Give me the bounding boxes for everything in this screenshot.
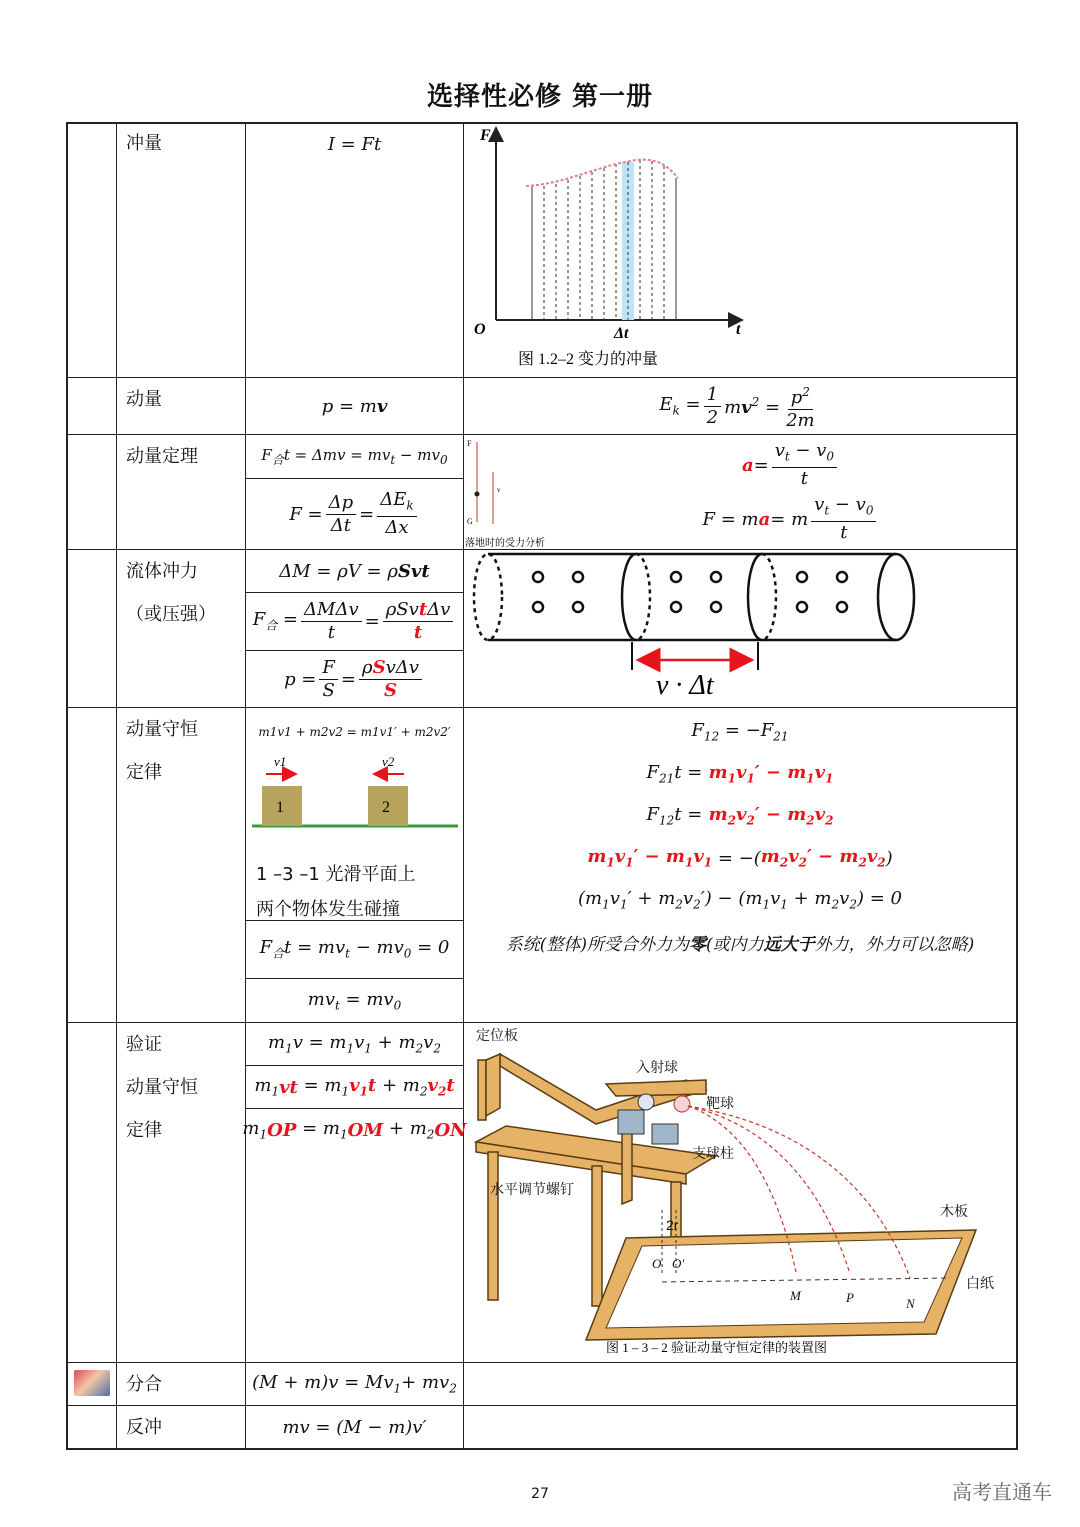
fig-screw-label: 水平调节螺钉 xyxy=(490,1181,574,1197)
formula-newton: F = m a = m $\frac{v_t - v_0}{t}$ xyxy=(566,494,1016,544)
verify-figure-caption: 图 1 – 3 – 2 验证动量守恒定律的装置图 xyxy=(606,1340,828,1355)
fig-r-label: 2r xyxy=(666,1217,679,1233)
conservation-condition xyxy=(464,922,1016,962)
fig-p-label: P xyxy=(846,1290,854,1305)
block-1-label: 1 xyxy=(276,799,284,816)
formula-conservation-3: $mv_t = mv_0$ xyxy=(307,988,402,1013)
condition-text-3: 外力，外力可以忽略) xyxy=(814,934,975,955)
fig-caption: 落地时的受力分析 xyxy=(465,538,545,548)
fig-v-label: v xyxy=(497,486,501,494)
thumbnail-image xyxy=(74,1370,110,1396)
fig-post-label: 支球柱 xyxy=(692,1145,734,1161)
v1-label: v1 xyxy=(274,754,287,769)
label-verify: 验证 xyxy=(126,1034,162,1055)
fig-wood-label: 木板 xyxy=(940,1203,968,1219)
formula-kinetic-energy: $E_k$ = $\frac{1}{2}$ $mv^2$ = $\frac{p^2}{2m}$ xyxy=(464,378,1016,434)
condition-text-2: (或内力 xyxy=(705,934,764,955)
page-title: 选择性必修 第一册 xyxy=(426,82,654,112)
formula-fluid-2: $F_合$ = $\frac{\text{ΔMΔv}}{t}$ = $\frac{\text{ρSvtΔv}}{t}$ xyxy=(246,593,463,650)
watermark: 高考直通车 xyxy=(952,1480,1052,1504)
origin-label: O xyxy=(474,321,486,338)
label-split: 分合 xyxy=(126,1374,162,1395)
formula-verify-2: $m_1$ vt = $m_1$ $v_1t$ + $m_2$ $v_2t$ xyxy=(254,1075,455,1099)
formula-r2: $F_{21}t$ = $m_1v_1' - m_1v_1$ xyxy=(646,762,834,786)
formula-fluid-3: p = $\frac{F}{S}$ = $\frac{\text{ρSvΔv}}{S}$ xyxy=(246,651,463,707)
formula-r1: $F_{12} = -F_{21}$ xyxy=(691,720,789,744)
formula-r4: $m_1v_1' - m_1v_1$ = −( $m_2v_2' - m_2v_2$ ) xyxy=(587,846,893,870)
formula-r5: $(m_1v_1' + m_2v_2') - (m_1v_1 + m_2v_2) = 0$ xyxy=(578,888,902,912)
force-analysis-figure xyxy=(465,436,555,548)
block-2-label: 2 xyxy=(382,799,390,816)
formula-theorem-2: F = $\frac{\Delta p}{\Delta t}$ = $\frac{\Delta E_k}{\Delta x}$ xyxy=(246,479,463,549)
fig-o-label: O xyxy=(652,1256,662,1271)
formula-table xyxy=(66,122,1018,1450)
fig-target-label: 靶球 xyxy=(706,1095,734,1111)
axis-f-label: F xyxy=(480,127,491,144)
label-fluid: 流体冲力 xyxy=(126,561,198,582)
impulse-graph xyxy=(466,124,756,376)
label-verify-2: 动量守恒 xyxy=(126,1077,198,1098)
label-conservation: 动量守恒 xyxy=(126,719,198,740)
fig-board-label: 定位板 xyxy=(476,1027,518,1043)
formula-impulse: I = Ft xyxy=(327,133,382,155)
fluid-tube-figure xyxy=(466,552,926,704)
formula-recoil: mv = (M − m)v′ xyxy=(282,1416,427,1438)
label-verify-3: 定律 xyxy=(126,1120,162,1141)
collision-caption-2: 两个物体发生碰撞 xyxy=(256,899,400,920)
fig-n-label: N xyxy=(906,1296,915,1311)
formula-acceleration: a = $\frac{v_t - v_0}{t}$ xyxy=(566,440,1016,490)
fig-paper-label: 白纸 xyxy=(966,1275,994,1291)
formula-theorem-1: $F_合t = \Delta mv = mv_t - mv_0$ xyxy=(261,445,448,467)
formula-conservation-1: m1v1 + m2v2 = m1v1′ + m2v2′ xyxy=(258,725,451,739)
fig-o2-label: O′ xyxy=(672,1256,685,1271)
formula-fluid-1: ΔM = ρV = ρSvt xyxy=(279,560,430,582)
fig-m-label: M xyxy=(790,1288,801,1303)
verify-apparatus-figure xyxy=(466,1024,1014,1360)
label-conservation-sub: 定律 xyxy=(126,762,162,783)
formula-momentum: p = m v xyxy=(321,395,388,417)
axis-t-label: t xyxy=(736,321,741,338)
v2-label: v2 xyxy=(382,754,395,769)
formula-split: $(M + m)v = Mv_1+ mv_2$ xyxy=(252,1372,457,1396)
fig-incident-label: 入射球 xyxy=(636,1059,678,1075)
label-fluid-sub: （或压强） xyxy=(126,604,216,625)
label-theorem: 动量定理 xyxy=(126,446,198,467)
condition-zero: 零 xyxy=(688,934,706,955)
label-recoil: 反冲 xyxy=(126,1417,162,1438)
fig-g-label: G xyxy=(467,517,473,526)
collision-caption-1: 1 –3 –1 光滑平面上 xyxy=(256,864,416,885)
dt-label: Δt xyxy=(614,325,629,342)
collision-figure xyxy=(252,752,458,832)
formula-verify-3: $m_1$ OP = $m_1$ OM + $m_2$ ON xyxy=(242,1118,467,1142)
condition-much-greater: 远大于 xyxy=(763,934,815,955)
impulse-figure-caption: 图 1.2–2 变力的冲量 xyxy=(518,351,659,368)
formula-conservation-2: $F_合t = mv_t - mv_0 = 0$ xyxy=(259,937,450,961)
condition-text-1: 系统(整体)所受合外力为 xyxy=(505,934,689,955)
formula-verify-1: $m_1v = m_1v_1 + m_2v_2$ xyxy=(268,1032,441,1056)
formula-r3: $F_{12}t$ = $m_2v_2' - m_2v_2$ xyxy=(646,804,834,828)
page-number: 27 xyxy=(531,1486,549,1502)
label-impulse: 冲量 xyxy=(126,133,162,154)
fig-f-label: F xyxy=(467,439,472,448)
fluid-fig-label: v · Δt xyxy=(656,670,714,701)
label-momentum: 动量 xyxy=(126,389,162,410)
